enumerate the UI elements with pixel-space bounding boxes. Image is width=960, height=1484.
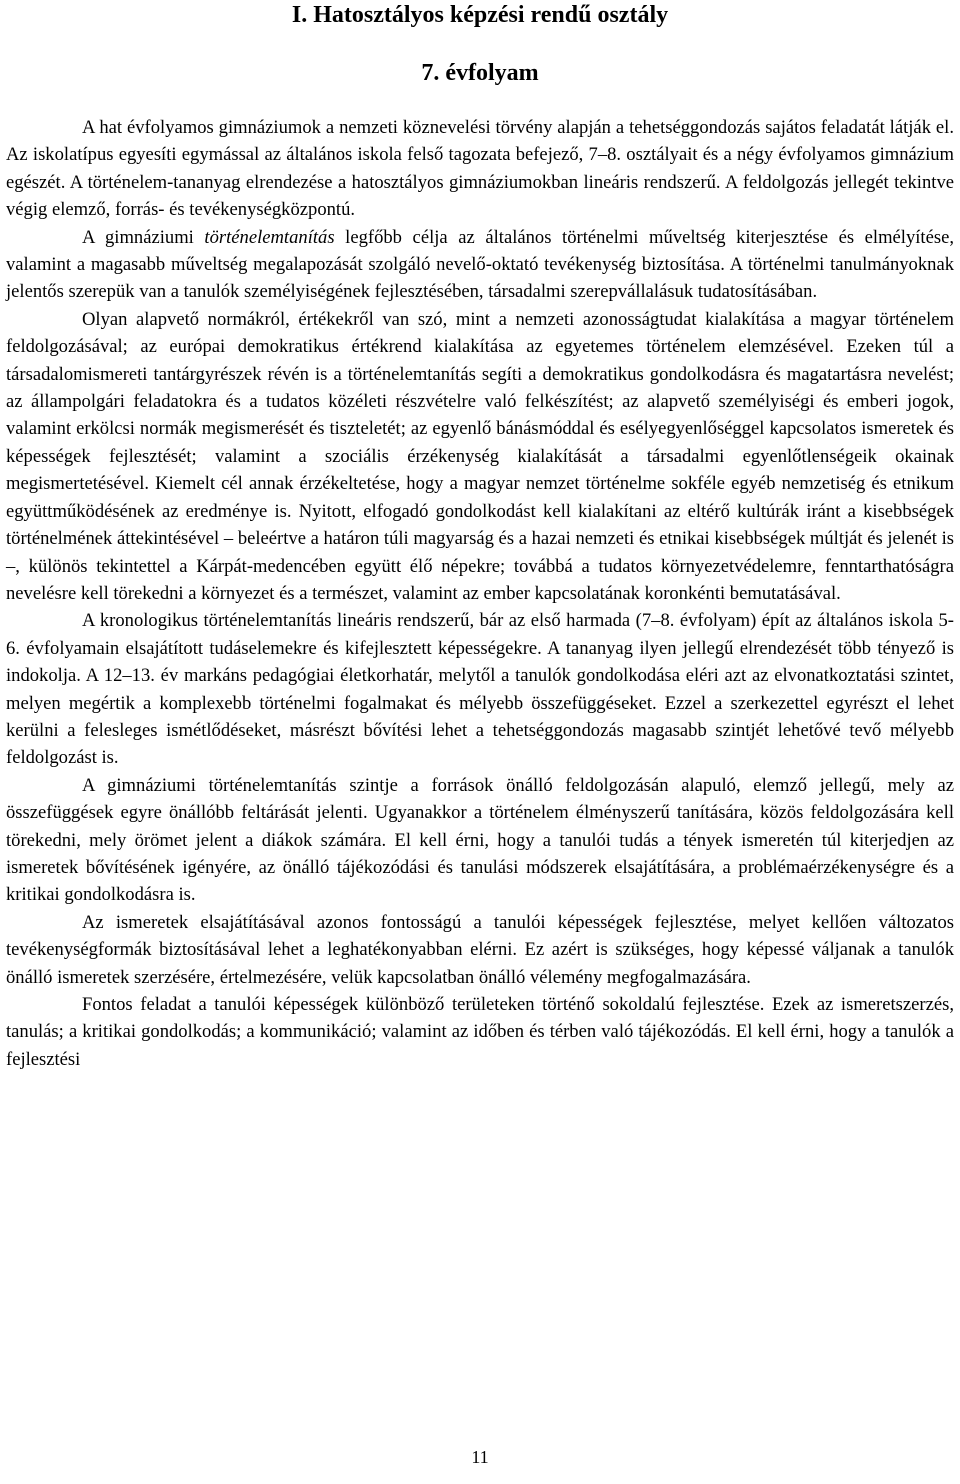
grade-heading: 7. évfolyam (421, 60, 539, 86)
paragraph-text: Fontos feladat a tanulói képességek különböző területeken történő sokoldalú fejlesztése. Ezek az ismeretszerzés, tanulás; a kritikai gondolkodás; a kommunikáció; valamint az időben és térben való tájékozódás. El kell érni, hogy a tanulók a fejlesztési (6, 994, 954, 1070)
paragraph-text: Olyan alapvető normákról, értékekről van szó, mint a nemzeti azonosságtudat kialakítása a magyar történelem feldolgozásával; az európai demokratikus értékrend kialakítása az egyetemes történelem elemzésével. Ezeken túl a társadalomismereti tantárgyrészek révén is a történelemtanítás segíti a demokratikus gondolkodásra és magatartásra nevelést; az állampolgári feladatokra és a tudatos közéleti részvételre való felkészítést; az alapvető személyiségi és emberi jogok, valamint erkölcsi normák megismerését és tiszteletét; az egyenlő bánásmóddal és esélyegyenlőséggel kapcsolatos ismeretek és képességek fejlesztését; valamint a szociális érzékenység kialakítását a társadalmi egyenlőtlenségeik okainak megismertetésével. Kiemelt cél annak érzékeltetése, hogy a magyar nemzet történelme sokféle egyéb nemzetiség és etnikum együttműködésének az eredménye is. Nyitott, elfogadó gondolkodást kell kialakítani az eltérő kultúrák iránt a kisebbségek történelmének áttekintésével – beleértve a határon túli magyarság és a hazai nemzeti és etnikai kisebbségek múltját és jelenét is –, különös tekintettel a Kárpát-medencében együtt élő népekre; továbbá a tudatos környezetvédelemre, fenntarthatóságra nevelésre kell törekedni a környezet és a természet, valamint az ember kapcsolatának koronkénti bemutatásával. (6, 308, 954, 604)
paragraph (6, 306, 954, 607)
paragraph-text: Az ismeretek elsajátításával azonos fontosságú a tanulói képességek fejlesztése, melyet kellően változatos tevékenységformák biztosításával lehet a leghatékonyabban elérni. Ez azért is szükséges, hogy képessé váljanak a tanulók önálló ismeretek szerzésére, értelmezésére, velük kapcsolatban önálló vélemény megfogalmazására. (6, 911, 954, 988)
paragraph (6, 607, 954, 771)
emphasized-text: történelemtanítás (204, 226, 335, 248)
paragraph (6, 991, 954, 1073)
paragraph (6, 224, 954, 306)
paragraph (6, 114, 954, 224)
paragraph-text: legfőbb célja az általános történelmi műveltség kiterjesztése és elmélyítése, valamint a magasabb műveltség megalapozását szolgáló nevelő-oktató tevékenység biztosítása. A történelmi tanulmányoknak jelentős szerepük van a tanulók személyiségének fejlesztésében, társadalmi szerepvállalásuk tudatosításában. (6, 226, 954, 303)
paragraph-text: A gimnáziumi történelemtanítás szintje a források önálló feldolgozásán alapuló, elemző jellegű, mely az összefüggések egyre önállóbb feltárását jelenti. Ugyanakkor a történelem élményszerű tanítására, közös feldolgozására kell törekedni, mely örömet jelent a diákok számára. El kell érni, hogy a tanulói tudás a tények ismeretén túl kiterjedjen az ismeretek bővítésének igényére, az önálló tájékozódási és tanulási módszerek elsajátítására, a problémaérzékenységre és a kritikai gondolkodásra is. (6, 774, 954, 906)
section-heading: I. Hatosztályos képzési rendű osztály (291, 2, 669, 28)
paragraph-text: A gimnáziumi (82, 226, 205, 248)
paragraph (6, 772, 954, 909)
page-number: 11 (471, 1447, 489, 1467)
paragraph-text: A hat évfolyamos gimnáziumok a nemzeti köznevelési törvény alapján a tehetséggondozás sajátos feladatát látják el. Az iskolatípus egyesíti egymással az általános iskola felső tagozata befejező, 7–8. osztályait és a négy évfolyamos gimnázium egészét. A történelem-tananyag elrendezése a hatosztályos gimnáziumokban lineáris rendszerű. A feldolgozás jellegét tekintve végig elemző, forrás- és tevékenységközpontú. (6, 117, 954, 221)
paragraph (6, 909, 954, 991)
body-text (6, 114, 954, 1073)
paragraph-text: A kronologikus történelemtanítás lineáris rendszerű, bár az első harmada (7–8. évfolyam) épít az általános iskola 5-6. évfolyamain elsajátított tudáselemekre és kifejlesztett képességekre. A tananyag ilyen jellegű elrendezését több tényező is indokolja. A 12–13. év markáns pedagógiai életkorhatár, melytől a tanulók gondolkodása eléri azt az elvonatkoztatási szintet, melyen megértik a komplexebb történelmi fogalmakat és mélyebb összefüggéseket. Ezzel a szerkezettel egyrészt el lehet kerülni a felesleges ismétlődéseket, másrészt bővítési lehet a tehetséggondozás magasabb szintjét lehetővé tevő mélyebb feldolgozást is. (6, 610, 954, 769)
